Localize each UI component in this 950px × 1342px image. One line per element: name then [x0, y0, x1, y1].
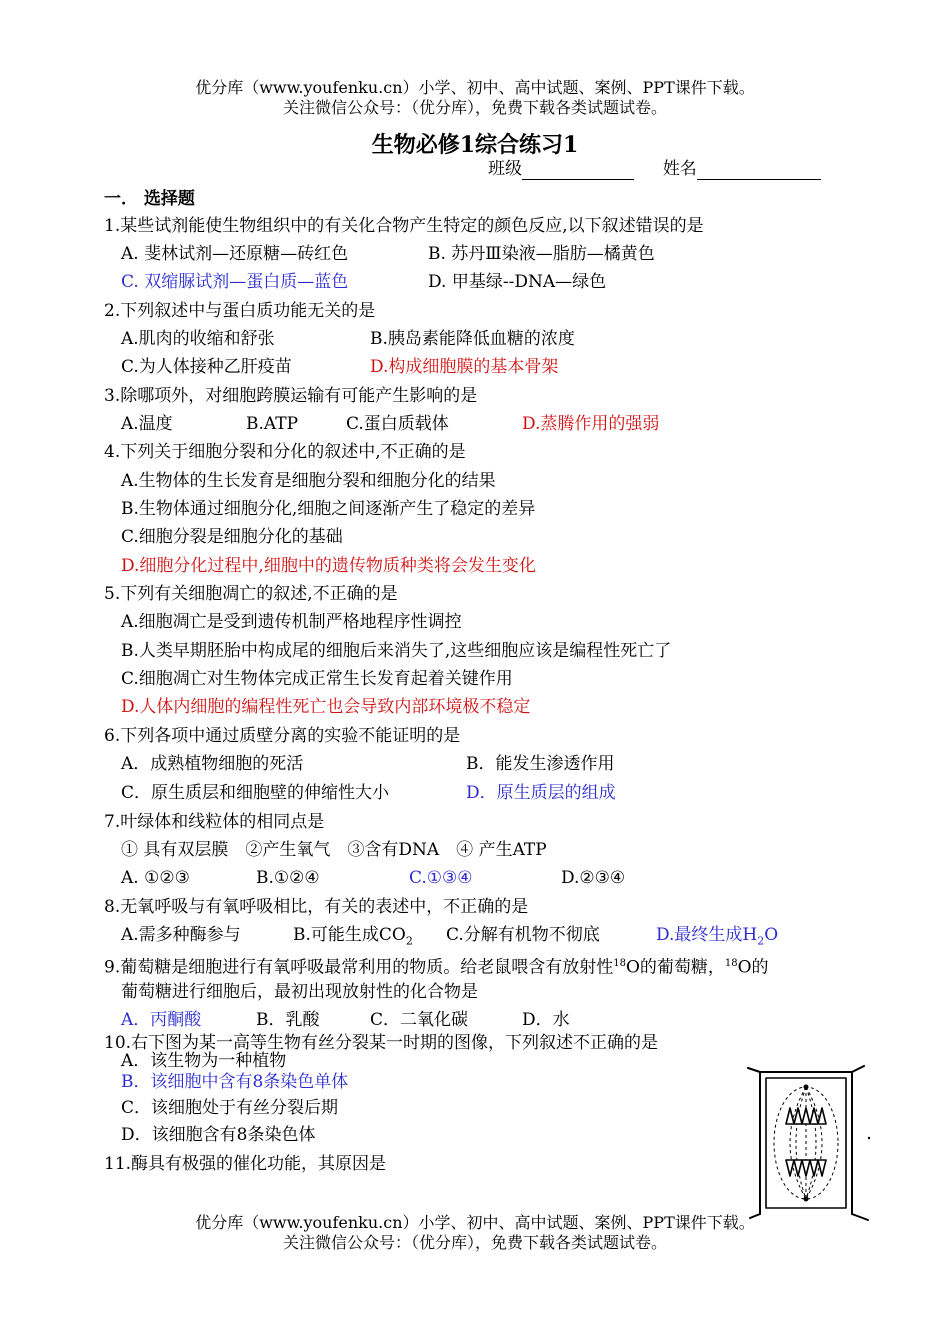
- class-blank[interactable]: [522, 161, 634, 180]
- q6-stem: 6.下列各项中通过质壁分离的实验不能证明的是: [104, 726, 461, 746]
- q9-stem-line2: 葡萄糖进行细胞后，最初出现放射性的化合物是: [121, 982, 478, 1002]
- q7-option-d: D.②③④: [561, 868, 626, 888]
- q2-option-c: C.为人体接种乙肝疫苗: [121, 357, 292, 377]
- header-line-1: 优分库（www.youfenku.cn）小学、初中、高中试题、案例、PPT课件下载。: [195, 78, 755, 97]
- q5-option-d: D.人体内细胞的编程性死亡也会导致内部环境极不稳定: [121, 697, 531, 717]
- q8-option-d: [656, 924, 778, 952]
- header-line-2: 关注微信公众号：（优分库），免费下载各类试题试卷。: [282, 98, 667, 117]
- q4-option-a: A.生物体的生长发育是细胞分裂和细胞分化的结果: [121, 471, 496, 491]
- q9-option-a: A．丙酮酸: [121, 1010, 202, 1030]
- q8-option-d-end: O: [764, 925, 779, 945]
- q1-option-c: C. 双缩脲试剂—蛋白质—蓝色: [121, 272, 349, 292]
- q7-option-b: B.①②④: [256, 868, 320, 888]
- q8-option-a: A.需多种酶参与: [121, 925, 241, 945]
- q9-option-b: B．乳酸: [256, 1010, 320, 1030]
- q6-option-d: D．原生质层的组成: [466, 783, 616, 803]
- q4-option-c: C.细胞分裂是细胞分化的基础: [121, 527, 343, 547]
- q9-option-c: C．二氧化碳: [370, 1010, 469, 1030]
- q10-option-b: B．该细胞中含有8条染色单体: [121, 1072, 349, 1092]
- q9-sup-1: 18: [613, 958, 626, 969]
- q3-option-c: C.蛋白质载体: [346, 414, 449, 434]
- name-blank[interactable]: [697, 161, 821, 180]
- q1-stem: 1.某些试剂能使生物组织中的有关化合物产生特定的颜色反应,以下叙述错误的是: [104, 216, 704, 236]
- q8-option-d-sub: 2: [757, 934, 765, 948]
- q6-option-a: A．成熟植物细胞的死活: [121, 754, 304, 774]
- q2-option-a: A.肌肉的收缩和舒张: [121, 329, 275, 349]
- q10-option-a: A．该生物为一种植物: [121, 1051, 287, 1071]
- q3-option-b: B.ATP: [246, 414, 299, 434]
- q3-option-d: D.蒸腾作用的强弱: [522, 414, 660, 434]
- q3-option-a: A.温度: [121, 414, 173, 434]
- footer-line-2: 关注微信公众号：（优分库），免费下载各类试题试卷。: [282, 1233, 667, 1252]
- q8-option-b-sub: 2: [405, 934, 413, 948]
- q4-option-d: D.细胞分化过程中,细胞中的遗传物质种类将会发生变化: [121, 556, 536, 576]
- q10-stem: 10.右下图为某一高等生物有丝分裂某一时期的图像，下列叙述不正确的是: [104, 1033, 659, 1053]
- q8-option-c: C.分解有机物不彻底: [446, 925, 600, 945]
- q9-stem-a: 9.葡萄糖是细胞进行有氧呼吸最常利用的物质。给老鼠喂含有放射性: [104, 957, 614, 978]
- q7-stem: 7.叶绿体和线粒体的相同点是: [104, 812, 325, 832]
- q7-option-a: A. ①②③: [121, 868, 190, 888]
- q7-option-c: C.①③④: [409, 868, 473, 888]
- q9-option-d: D．水: [522, 1010, 570, 1030]
- student-fields: [488, 158, 821, 180]
- page-title: 生物必修1综合练习1: [371, 132, 579, 158]
- q11-stem: 11.酶具有极强的催化功能，其原因是: [104, 1154, 387, 1174]
- q4-stem: 4.下列关于细胞分裂和分化的叙述中,不正确的是: [104, 442, 466, 462]
- q5-option-a: A.细胞凋亡是受到遗传机制严格地程序性调控: [121, 612, 462, 632]
- q5-stem: 5.下列有关细胞凋亡的叙述,不正确的是: [104, 584, 398, 604]
- q4-option-b: B.生物体通过细胞分化,细胞之间逐渐产生了稳定的差异: [121, 499, 536, 519]
- footer-line-1: 优分库（www.youfenku.cn）小学、初中、高中试题、案例、PPT课件下载。: [195, 1213, 755, 1232]
- q5-option-c: C.细胞凋亡对生物体完成正常生长发育起着关键作用: [121, 669, 513, 689]
- q6-option-c: C．原生质层和细胞壁的伸缩性大小: [121, 783, 390, 803]
- q10-option-c: C．该细胞处于有丝分裂后期: [121, 1098, 339, 1118]
- q8-option-b-text: B.可能生成CO: [293, 925, 406, 945]
- q8-stem: 8.无氧呼吸与有氧呼吸相比，有关的表述中，不正确的是: [104, 897, 529, 917]
- q9-stem-c: O的: [737, 957, 769, 978]
- q1-option-a: A. 斐林试剂—还原糖—砖红色: [121, 244, 349, 264]
- q9-stem-b: O的葡萄糖，: [625, 957, 725, 978]
- q1-option-d: D. 甲基绿--DNA—绿色: [428, 272, 607, 292]
- class-label: 班级: [488, 159, 522, 179]
- q2-option-b: B.胰岛素能降低血糖的浓度: [370, 329, 575, 349]
- name-label: 姓名: [662, 159, 697, 179]
- q9-stem: [104, 953, 769, 979]
- q6-option-b: B．能发生渗透作用: [466, 754, 615, 774]
- cell-division-diagram: [746, 1064, 876, 1224]
- q5-option-b: B.人类早期胚胎中构成尾的细胞后来消失了,这些细胞应该是编程性死亡了: [121, 641, 672, 661]
- q8-option-d-text: D.最终生成H: [656, 925, 758, 945]
- section-heading: 一． 选择题: [104, 189, 195, 209]
- q7-items: ① 具有双层膜 ②产生氧气 ③含有DNA ④ 产生ATP: [121, 840, 547, 860]
- q8-option-b: [293, 924, 413, 952]
- q10-option-d: D．该细胞含有8条染色体: [121, 1125, 316, 1145]
- q1-option-b: B. 苏丹Ⅲ染液—脂肪—橘黄色: [428, 244, 655, 264]
- q2-option-d: D.构成细胞膜的基本骨架: [370, 357, 559, 377]
- q3-stem: 3.除哪项外，对细胞跨膜运输有可能产生影响的是: [104, 386, 478, 406]
- q2-stem: 2.下列叙述中与蛋白质功能无关的是: [104, 301, 376, 321]
- q9-sup-2: 18: [724, 958, 738, 969]
